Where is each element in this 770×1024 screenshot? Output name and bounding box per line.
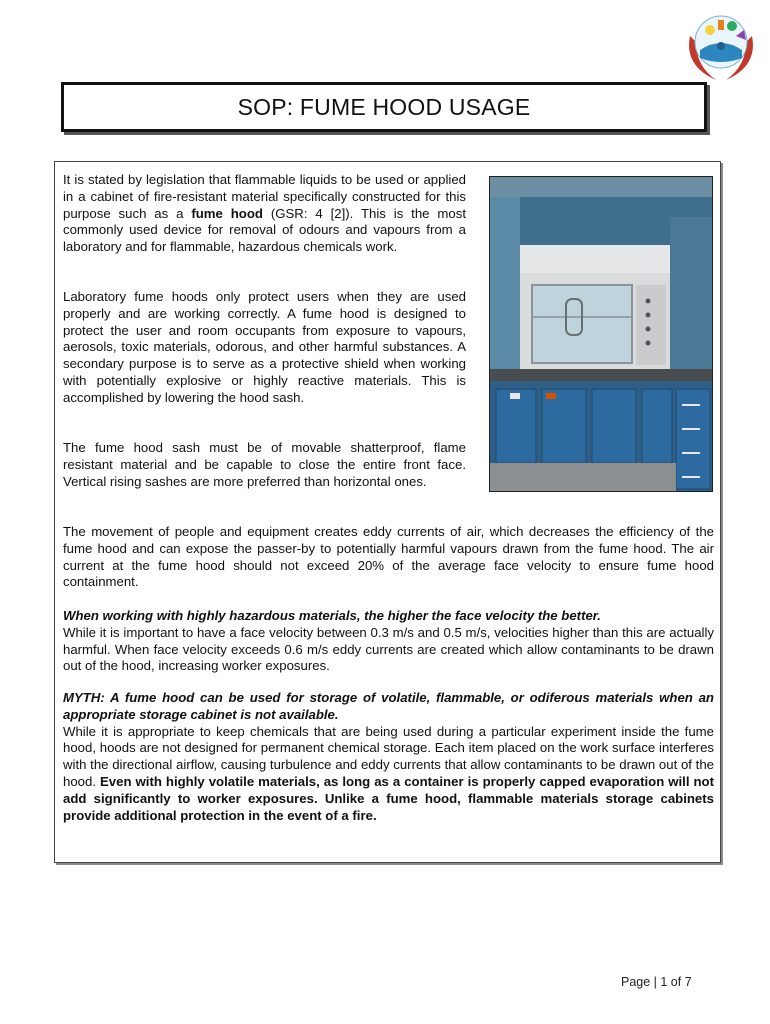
page-number: Page | 1 of 7 xyxy=(621,975,692,989)
lab-safety-logo xyxy=(676,6,766,86)
paragraph-sash xyxy=(63,440,466,490)
paragraph-face-velocity xyxy=(63,608,714,675)
paragraph-intro xyxy=(63,172,466,256)
intro-text-end: (GSR: 4 [2]). This is the most commonly used device for removal of odours and vapours from a laboratory and for flammable, hazardous chemicals work. xyxy=(63,205,466,255)
sash-text: The fume hood sash must be of movable shatterproof, flame resistant material and be capable to close the entire front face. Vertical rising sashes are more preferred than horizontal ones. xyxy=(63,440,466,489)
myth-text: While it is appropriate to keep chemicals that are being used during a particular experiment inside the fume hood, hoods are not designed for permanent chemical storage. Each item placed on the work surface interferes with the directional airflow, causing turbulence and eddy currents that allow contaminants to be drawn out of the hood. xyxy=(63,723,714,789)
myth-bold-text: Even with highly volatile materials, as long as a container is properly capped evaporation will not add significantly to worker exposures. Unlike a fume hood, flammable materials storage cabinets provide additional protection in the event of a fire. xyxy=(63,773,714,823)
page-title: SOP: FUME HOOD USAGE xyxy=(237,93,531,120)
intro-text-start: It is stated by legislation that flammable liquids to be used or applied in a cabinet of fire-resistant material specifically constructed for this purpose such as a xyxy=(63,172,466,221)
paragraph-myth xyxy=(63,690,714,824)
paragraph-protection xyxy=(63,289,466,407)
face-velocity-text: While it is important to have a face velocity between 0.3 m/s and 0.5 m/s, velocities higher than this are actually harmful. When face velocity exceeds 0.6 m/s eddy currents are created which allow contaminants to be drawn out of the hood, increasing worker exposures. xyxy=(63,624,714,674)
paragraph-eddy-currents xyxy=(63,524,714,591)
title-box xyxy=(61,82,707,132)
intro-bold-term: fume hood xyxy=(191,205,263,221)
content-box xyxy=(54,161,721,863)
eddy-currents-text: The movement of people and equipment creates eddy currents of air, which decreases the efficiency of the fume hood and can expose the passer-by to potentially harmful vapours drawn from the fume hood. The air current at the fume hood should not exceed 20% of the average face velocity to ensure fume hood containment. xyxy=(63,524,714,590)
face-velocity-heading: When working with highly hazardous materials, the higher the face velocity the better. xyxy=(63,608,601,623)
fume-hood-photo xyxy=(489,176,713,492)
myth-heading: MYTH: A fume hood can be used for storage of volatile, flammable, or odiferous materials when an appropriate storage cabinet is not available. xyxy=(63,690,714,722)
protection-text: Laboratory fume hoods only protect users when they are used properly and are working correctly. A fume hood is designed to protect the user and room occupants from exposure to vapours, aerosols, toxic materials, odorous, and other harmful substances. A secondary purpose is to serve as a protective shield when working with potentially explosive or highly reactive materials. This is accomplished by lowering the hood sash. xyxy=(63,289,466,405)
